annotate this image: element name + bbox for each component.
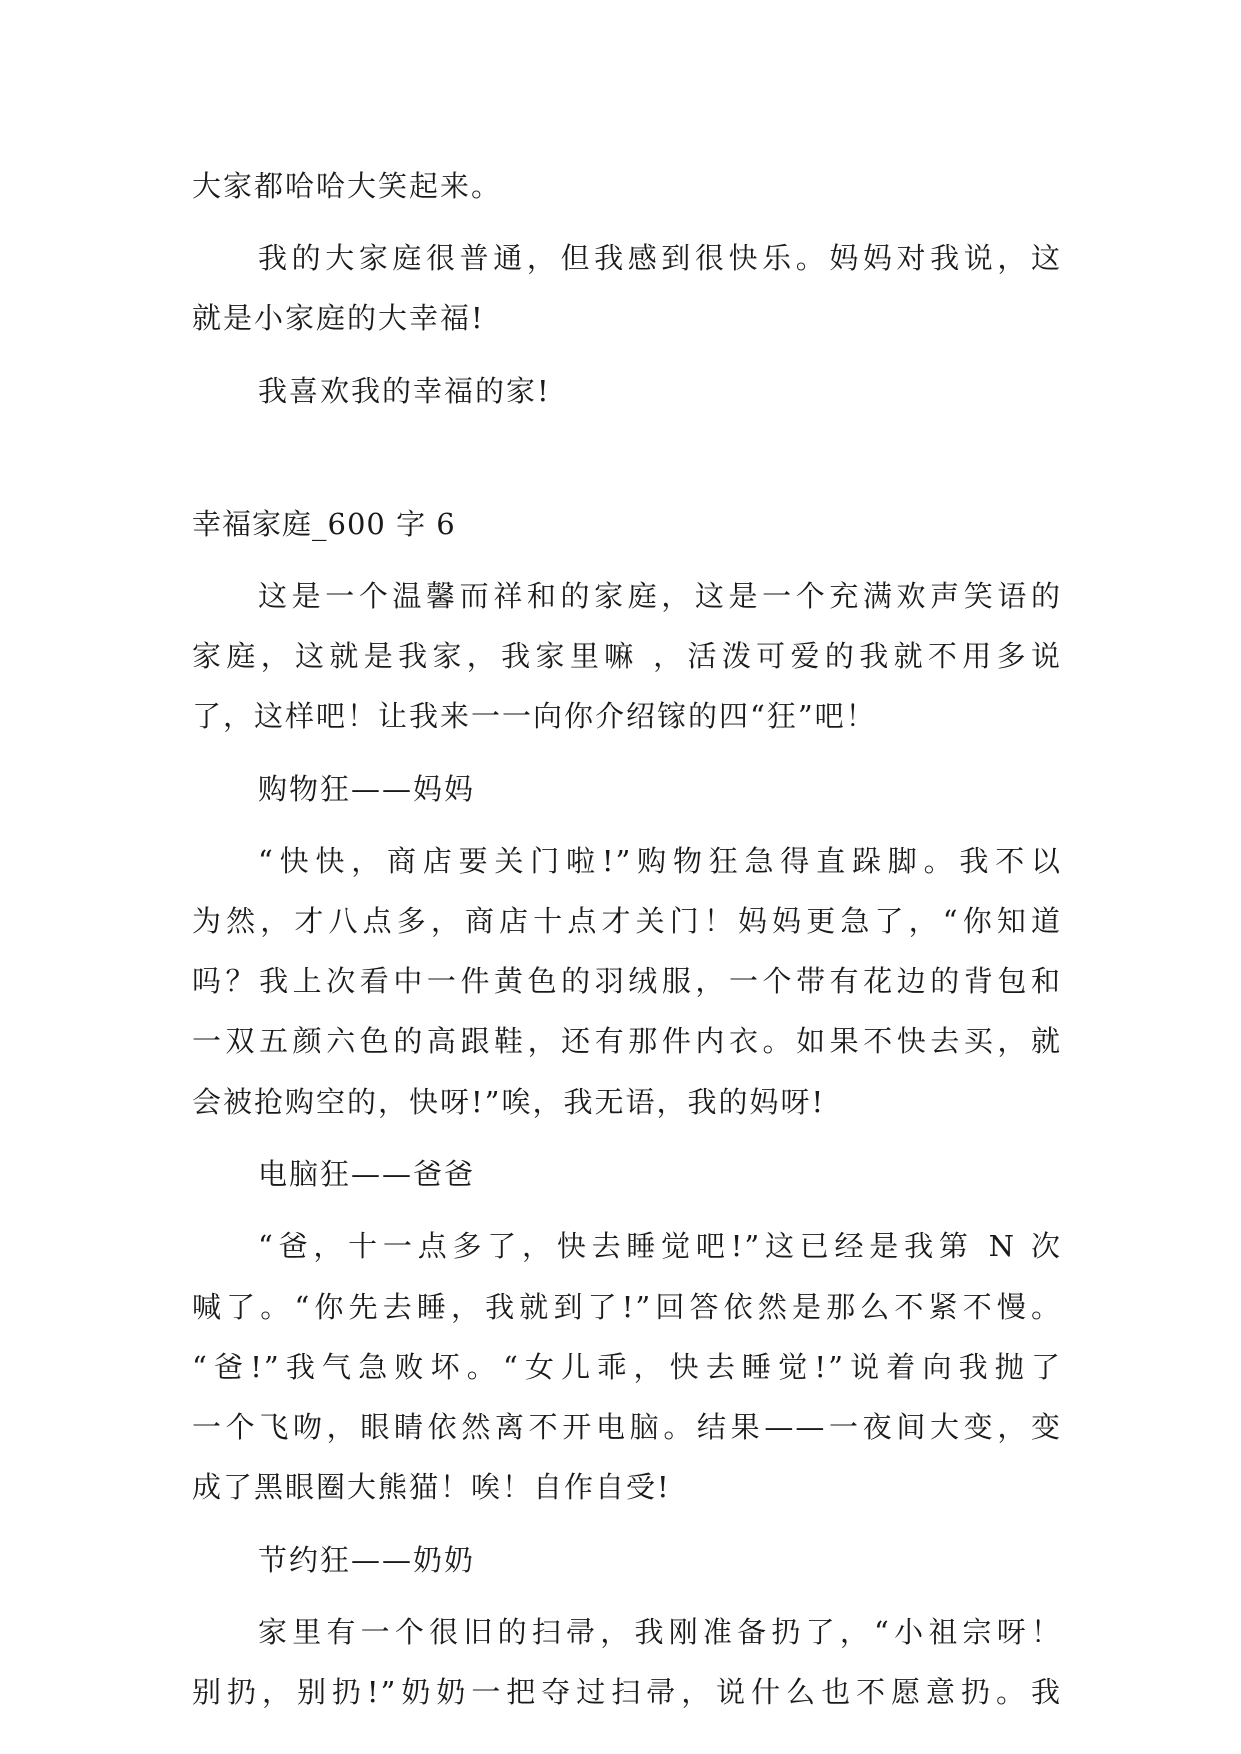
paragraph-line: 吗？我上次看中一件黄色的羽绒服，一个带有花边的背包和: [192, 964, 1062, 998]
subheading-shopping: 购物狂——妈妈: [258, 772, 476, 806]
subheading-saving: 节约狂——奶奶: [258, 1543, 476, 1577]
paragraph-line: 我的大家庭很普通，但我感到很快乐。妈妈对我说，这: [258, 241, 1062, 275]
paragraph-line: 大家都哈哈大笑起来。: [192, 169, 503, 203]
paragraph-line: 就是小家庭的大幸福!: [192, 301, 485, 335]
paragraph-line: 了，这样吧！让我来一一向你介绍镓的四“狂”吧！: [192, 699, 877, 733]
subheading-computer: 电脑狂——爸爸: [258, 1157, 476, 1191]
paragraph-line: “爸!”我气急败坏。“女儿乖，快去睡觉!”说着向我抛了: [192, 1350, 1062, 1384]
section-heading: 幸福家庭_600 字 6: [192, 507, 456, 541]
paragraph-line: 家庭，这就是我家，我家里嘛 ，活泼可爱的我就不用多说: [192, 639, 1062, 673]
paragraph-line: 一个飞吻，眼睛依然离不开电脑。结果——一夜间大变，变: [192, 1410, 1062, 1444]
paragraph-line: 这是一个温馨而祥和的家庭，这是一个充满欢声笑语的: [258, 579, 1062, 613]
paragraph-line: 为然，才八点多，商店十点才关门！妈妈更急了，“你知道: [192, 904, 1062, 938]
paragraph-line: “快快，商店要关门啦!”购物狂急得直跺脚。我不以: [258, 844, 1062, 878]
paragraph-line: 成了黑眼圈大熊猫！唉！自作自受!: [192, 1470, 671, 1504]
paragraph-line: 别扔，别扔!”奶奶一把夺过扫帚，说什么也不愿意扔。我: [192, 1675, 1062, 1709]
paragraph-line: 家里有一个很旧的扫帚，我刚准备扔了，“小祖宗呀！: [258, 1615, 1062, 1649]
paragraph-line: 会被抢购空的，快呀!”唉，我无语，我的妈呀!: [192, 1085, 826, 1119]
paragraph-line: “爸，十一点多了，快去睡觉吧!”这已经是我第 N 次: [258, 1229, 1062, 1263]
paragraph-line: 一双五颜六色的高跟鞋，还有那件内衣。如果不快去买，就: [192, 1024, 1062, 1058]
paragraph-line: 喊了。“你先去睡，我就到了!”回答依然是那么不紧不慢。: [192, 1290, 1062, 1324]
paragraph-line: 我喜欢我的幸福的家!: [258, 374, 551, 408]
